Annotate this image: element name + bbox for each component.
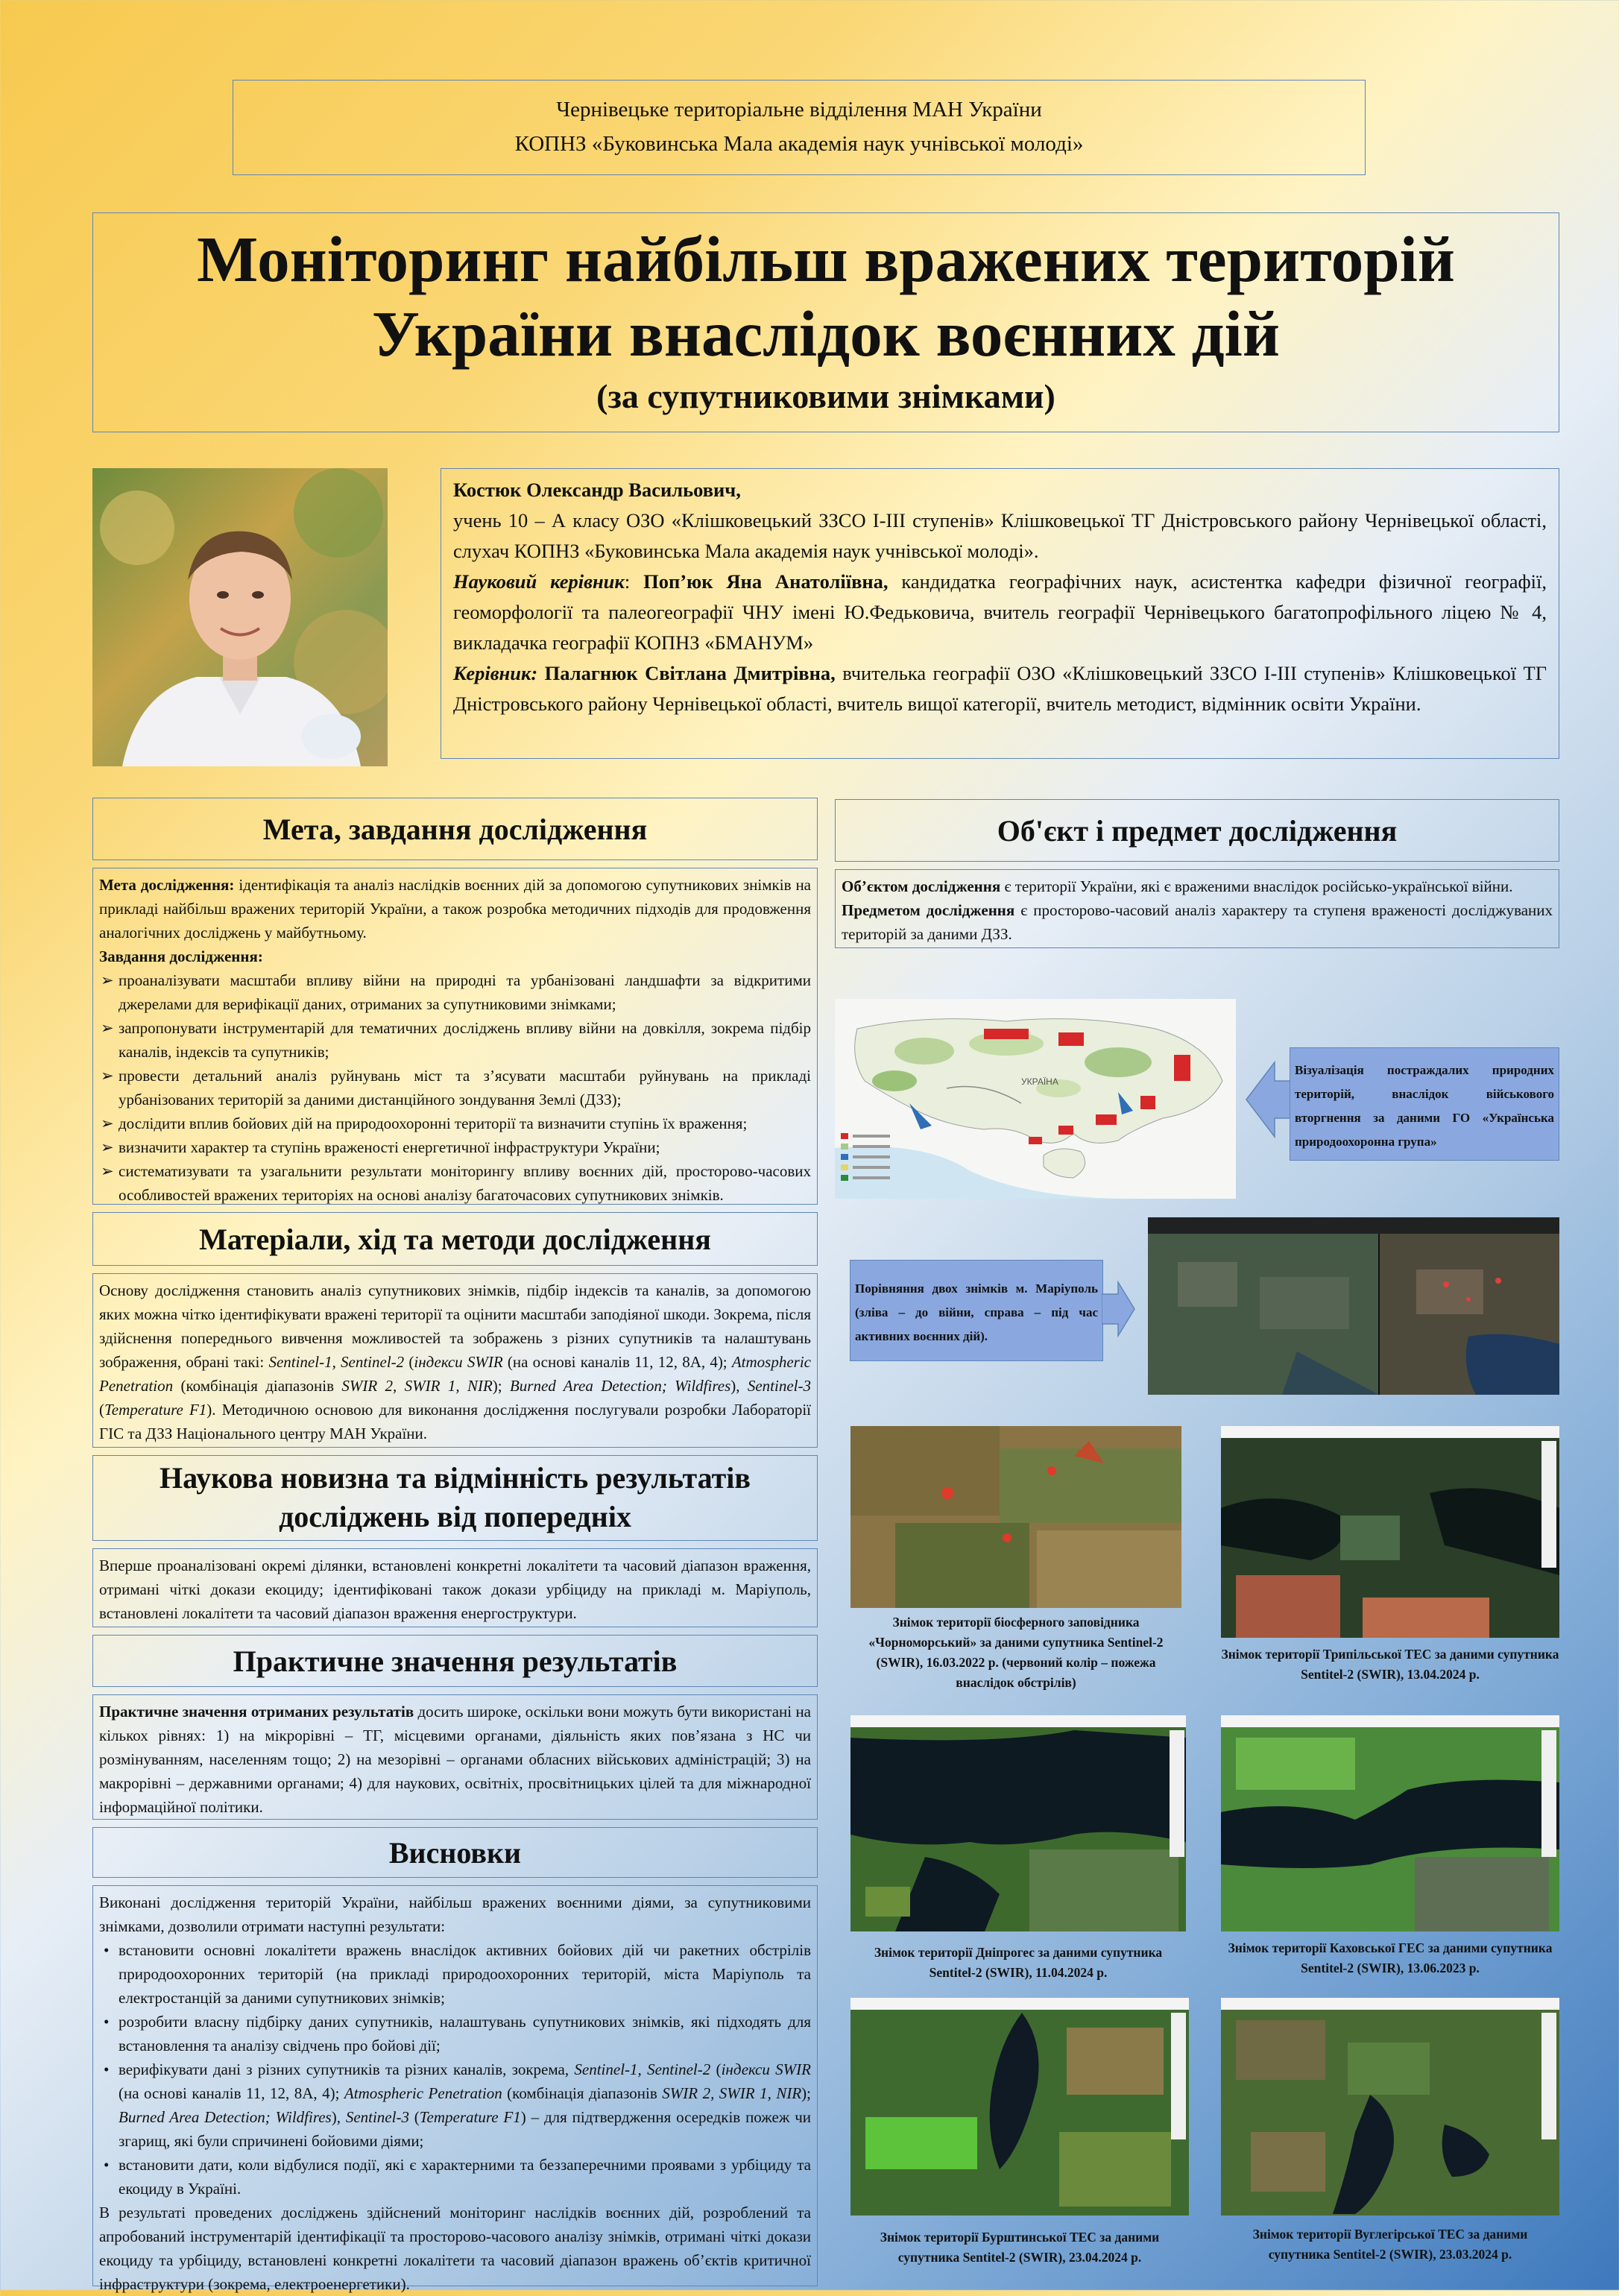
conclusion-item: • встановити дати, коли відбулися події, які є характерними та беззаперечними проявами з урбіциду та екоциду в Україні. (119, 2153, 811, 2201)
advisor-info: кандидатка географічних наук, асистентка кафедри фізичної географії, геоморфології та палеогеографії ЧНУ імені Ю.Федьковича, вчитель географії Чернівецького багатопрофільного ліцею № 4, викладачка географії КОПНЗ «БМАНУМ» (453, 570, 1547, 654)
conclusion-text: Sentinel-3 (345, 2108, 409, 2126)
institution-line-1: Чернівецьке територіальне відділення МАН України (556, 98, 1042, 122)
conclusion-text: (комбінація діапазонів (502, 2084, 663, 2102)
object-body (835, 869, 1559, 948)
supervisor-label: Керівник: (453, 662, 538, 684)
tasks-label: Завдання дослідження: (99, 947, 263, 965)
goal-heading (92, 798, 818, 860)
conclusion-text: верифікувати дані з різних супутників та різних каналів, зокрема, (119, 2060, 575, 2078)
conclusion-text: Atmospheric Penetration (344, 2084, 502, 2102)
conclusions-heading (92, 1827, 818, 1878)
advisor-name: Поп’юк Яна Анатоліївна, (643, 570, 889, 593)
conclusion-text: ); (801, 2084, 811, 2102)
methods-body: Основу дослідження становить аналіз супутникових знімків, підбір індексів та каналів, за допомогою яких можна чітко ідентифікувати вражені території та оцінити масштаби заподіяної шкоди. Зокрема, після здійснення попереднього вивчення можливостей та зображень з різних супутників та налаштувань зображення, обрані такі: Sentinel-1, Sentinel-2 (індекси SWIR (на основі каналів 11, 12, 8A, 4); Atmospheric Penetration (комбінація діапазонів SWIR 2, SWIR 1, NIR); Burned Area Detection; Wildfires), Sentinel-3 (Temperature F1). Методичною основою для виконання дослідження послугували розробки Лабораторії ГІС та ДЗЗ Національного центру МАН України. (92, 1273, 818, 1448)
task-item: ➢ визначити характер та ступінь враженості енергетичної інфраструктури України; (119, 1135, 811, 1159)
tasks-list (99, 968, 811, 1207)
novelty-text: Вперше проаналізовані окремі ділянки, встановлені конкретні локалітети та часовий діапазон враження, отримані чіткі докази екоциду; ідентифіковані також докази урбіциду на прикладі м. Маріуполь, встановлені локалітети та часовий діапазон враження енергоструктури. (99, 1557, 811, 1622)
title-line-1: Моніторинг найбільш вражених територій (197, 223, 1455, 295)
title-subtitle: (за супутниковими знімками) (596, 377, 1055, 415)
ukraine-damage-map (835, 999, 1236, 1199)
novelty-heading (92, 1455, 818, 1541)
task-item: ➢ дослідити вплив бойових дій на природоохоронні території та визначити ступінь їх враження; (119, 1111, 811, 1135)
novelty-body (92, 1548, 818, 1627)
institution-line-2: КОПНЗ «Буковинська Мала академія наук учнівської молоді» (514, 132, 1084, 156)
novelty-heading-line-2: досліджень від попередніх (279, 1500, 631, 1533)
methods-text: (комбінація діапазонів (173, 1377, 342, 1395)
subject-label: Предметом дослідження (842, 901, 1015, 919)
practical-heading-text: Практичне значення результатів (233, 1644, 678, 1678)
aim-text: ідентифікація та аналіз наслідків воєнних дій за допомогою супутникових знімків на прикладі найбільш вражених територій України, а також розробка методичних підходів для продовження аналогічних досліджень у майбутньому. (99, 876, 812, 942)
subject-text: є просторово-часовий аналіз характеру та ступеня враженості досліджуваних територій за даними ДЗЗ. (842, 901, 1553, 943)
conclusion-text: Temperature F1 (419, 2108, 521, 2126)
practical-body (92, 1694, 818, 1820)
institution-header (233, 80, 1366, 175)
methods-heading (92, 1212, 818, 1266)
methods-swir-combo: SWIR 2, SWIR 1, NIR (341, 1377, 493, 1395)
methods-text: (на основі каналів 11, 12, 8A, 4); (502, 1353, 732, 1371)
caption-burshtynska: Знімок території Бурштинської ТЕС за даними супутника Sentitel-2 (SWIR), 23.04.2024 р. (880, 2230, 1160, 2265)
chornomorskyi-satellite-image (850, 1426, 1181, 1608)
advisor-label: Науковий керівник (453, 570, 625, 593)
object-text: є території України, які є враженими внаслідок російсько-української війни. (1004, 877, 1513, 895)
map-note: Візуалізація постраждалих природних територій, внаслідок військового вторгнення за даними ГО «Українська природоохоронна група» (1290, 1047, 1559, 1161)
goal-heading-text: Мета, завдання дослідження (262, 813, 648, 846)
methods-sentinel3: Sentinel-3 (747, 1377, 811, 1395)
methods-sentinel12: Sentinel-1, Sentinel-2 (268, 1353, 405, 1371)
novelty-heading-line-1: Наукова новизна та відмінність результатів (159, 1461, 751, 1495)
trypilska-satellite-image (1221, 1426, 1559, 1638)
mariupol-comparison-image (1148, 1217, 1559, 1395)
aim-label: Мета дослідження: (99, 876, 235, 894)
methods-swir-index: індекси SWIR (414, 1353, 503, 1371)
conclusion-text: індекси SWIR (721, 2060, 811, 2078)
conclusion-item (119, 2057, 811, 2153)
compare-note: Порівняння двох знімків м. Маріуполь (зліва – до війни, справа – під час активних воєнних дій). (850, 1260, 1103, 1361)
conclusions-intro: Виконані дослідження територій України, найбільш вражених воєнними діями, за супутниковими знімками, дозволили отримати наступні результати: (99, 1893, 811, 1935)
authors-info: Костюк Олександр Васильович, учень 10 – А класу ОЗО «Клішковецький ЗЗСО І-ІІІ ступенів» Клішковецької ТГ Дністровського району Чернівецької області, слухач КОПНЗ «Буковинська Мала академія наук учнівської молоді». Науковий керівник: Поп’юк Яна Анатоліївна, кандидатка географічних наук, асистентка кафедри фізичної географії, геоморфології та палеогеографії ЧНУ імені Ю.Федьковича, вчитель географії Чернівецького багатопрофільного ліцею № 4, викладачка географії КОПНЗ «БМАНУМ» Керівник: Палагнюк Світлана Дмитрівна, вчителька географії ОЗО «Клішковецький ЗЗСО І-ІІІ ступенів» Клішковецької ТГ Дністровського району Чернівецької області, вчитель вищої категорії, вчитель методист, відмінник освіти України. (441, 468, 1559, 759)
methods-atm: Atmospheric Penetration (99, 1353, 812, 1395)
title-line-2: України внаслідок воєнних дій (372, 297, 1280, 370)
arrow-left-icon (1245, 1059, 1291, 1141)
object-label: Об’єктом дослідження (842, 877, 1001, 895)
methods-heading-text: Матеріали, хід та методи дослідження (199, 1223, 711, 1256)
task-item: ➢ проаналізувати масштаби впливу війни на природні та урбанізовані ландшафти за відкритими джерелами для верифікації даних, отриманих за супутниковими знімками; (119, 968, 811, 1016)
practical-text: досить широке, оскільки вони можуть бути використані на кількох рівнях: 1) на мікрорівні – ТГ, місцевими органами, діяльність яких пов’язана з НС чи розмінуванням, населенням тощо; 2) на мезорівні – органами обласних військових адміністрацій; 3) на макрорівні – державними органами; 4) для наукових, освітніх, просвітницьких цілей та для міжнародної інформаційної політики. (99, 1703, 811, 1816)
conclusions-body (92, 1885, 818, 2293)
author-photo (92, 468, 388, 766)
goal-body (92, 868, 818, 1205)
poster-title (92, 212, 1559, 432)
methods-temp: Temperature F1 (104, 1401, 207, 1419)
methods-text: ( (404, 1353, 414, 1371)
task-item: ➢ запропонувати інструментарій для тематичних досліджень впливу війни на довкілля, зокрема підбір каналів, індексів та супутників; (119, 1016, 811, 1064)
caption-dniprohes: Знімок території Дніпрогес за даними супутника Sentitel-2 (SWIR), 11.04.2024 р. (874, 1945, 1163, 1980)
conclusions-heading-text: Висновки (388, 1836, 522, 1870)
conclusions-final: В результаті проведених досліджень здійснений моніторинг наслідків воєнних дій, розроблений та апробований інструментарій ідентифікації та просторово-часового аналізу знімків, отримані чіткі докази екоциду та урбіциду, встановлені конкретні локалітети та часовий діапазон вражень об’єктів критичної інфраструктури (зокрема, електроенергетики). (99, 2204, 811, 2293)
methods-text: ). Методичною основою для виконання дослідження послугували розробки Лабораторії ГІС та ДЗЗ Національного центру МАН України. (99, 1401, 811, 1442)
conclusions-list (99, 1938, 811, 2201)
burshtynska-satellite-image (850, 1998, 1189, 2215)
practical-heading (92, 1635, 818, 1687)
supervisor-info: вчителька географії ОЗО «Клішковецький ЗЗСО І-ІІІ ступенів» Клішковецької ТГ Дністровського району Чернівецької області, вчитель вищої категорії, вчитель методист, відмінник освіти України. (453, 662, 1547, 715)
conclusion-item: • встановити основні локалітети вражень внаслідок активних бойових дій чи ракетних обстрілів природоохоронних територій (на прикладі природоохоронних територій, міста Маріуполь та електростанцій за даними супутникових знімків; (119, 1938, 811, 2010)
conclusion-text: ( (710, 2060, 722, 2078)
methods-text: ), (730, 1377, 748, 1395)
conclusion-text: (на основі каналів 11, 12, 8A, 4); (119, 2084, 344, 2102)
object-heading (835, 799, 1559, 862)
student-info: учень 10 – А класу ОЗО «Клішковецький ЗЗСО І-ІІІ ступенів» Клішковецької ТГ Дністровського району Чернівецької області, слухач КОПНЗ «Буковинська Мала академія наук учнівської молоді». (453, 509, 1547, 562)
methods-burned: Burned Area Detection; Wildfires (509, 1377, 731, 1395)
supervisor-name: Палагнюк Світлана Дмитрівна, (544, 662, 836, 684)
methods-text: ); (492, 1377, 510, 1395)
student-name: Костюк Олександр Васильович, (453, 479, 741, 501)
task-item: ➢ провести детальний аналіз руйнувань міст та з’ясувати масштаби руйнувань на прикладі урбанізованих територій за даними дистанційного зондування Землі (ДЗЗ); (119, 1064, 811, 1111)
conclusion-text: Burned Area Detection; Wildfires (119, 2108, 332, 2126)
caption-chornomorskyi: Знімок території біосферного заповідника «Чорноморський» за даними супутника Sentinel-2 (SWIR), 16.03.2022 р. (червоний колір – пожежа внаслідок обстрілів) (868, 1615, 1164, 1690)
dniprohes-satellite-image (850, 1715, 1186, 1931)
caption-trypilska: Знімок території Трипільської ТЕС за даними супутника Sentitel-2 (SWIR), 13.04.2024 р. (1221, 1647, 1559, 1682)
practical-label: Практичне значення отриманих результатів (99, 1703, 414, 1721)
kakhovska-satellite-image (1221, 1715, 1559, 1931)
conclusion-text: ), (331, 2108, 346, 2126)
arrow-right-icon (1102, 1281, 1136, 1337)
caption-vuhlehirska: Знімок території Вуглегірської ТЕС за даними супутника Sentitel-2 (SWIR), 23.03.2024 р. (1252, 2227, 1528, 2262)
object-heading-text: Об'єкт і предмет дослідження (997, 814, 1398, 848)
conclusion-item: • розробити власну підбірку даних супутників, налаштувань супутникових знімків, які підходять для встановлення та аналізу свідчень про бойові дії; (119, 2010, 811, 2057)
conclusion-text: SWIR 2, SWIR 1, NIR (662, 2084, 802, 2102)
task-item: ➢ систематизувати та узагальнити результати моніторингу впливу воєнних дій, просторово-часових особливостей вражених територіях на основі аналізу багаточасових супутникових знімків. (119, 1159, 811, 1207)
conclusion-text: Sentinel-1, Sentinel-2 (574, 2060, 711, 2078)
vuhlehirska-satellite-image (1221, 1998, 1559, 2215)
methods-text: Основу дослідження становить аналіз супутникових знімків, підбір індексів та каналів, за допомогою яких можна чітко ідентифікувати вражені території та оцінити масштаби заподіяної шкоди. Зокрема, після здійснення попереднього вивчення можливостей та зображень з різних супутників та налаштувань зображення, обрані такі: (99, 1281, 811, 1371)
conclusion-text: ) – для підтвердження осередків пожеж чи згарищ, які були спричинені бойовими діями; (119, 2108, 812, 2150)
conclusion-text: ( (408, 2108, 420, 2126)
caption-kakhovska: Знімок території Каховської ГЕС за даними супутника Sentitel-2 (SWIR), 13.06.2023 р. (1228, 1940, 1553, 1975)
map-country-label: УКРАЇНА (1021, 1076, 1058, 1087)
